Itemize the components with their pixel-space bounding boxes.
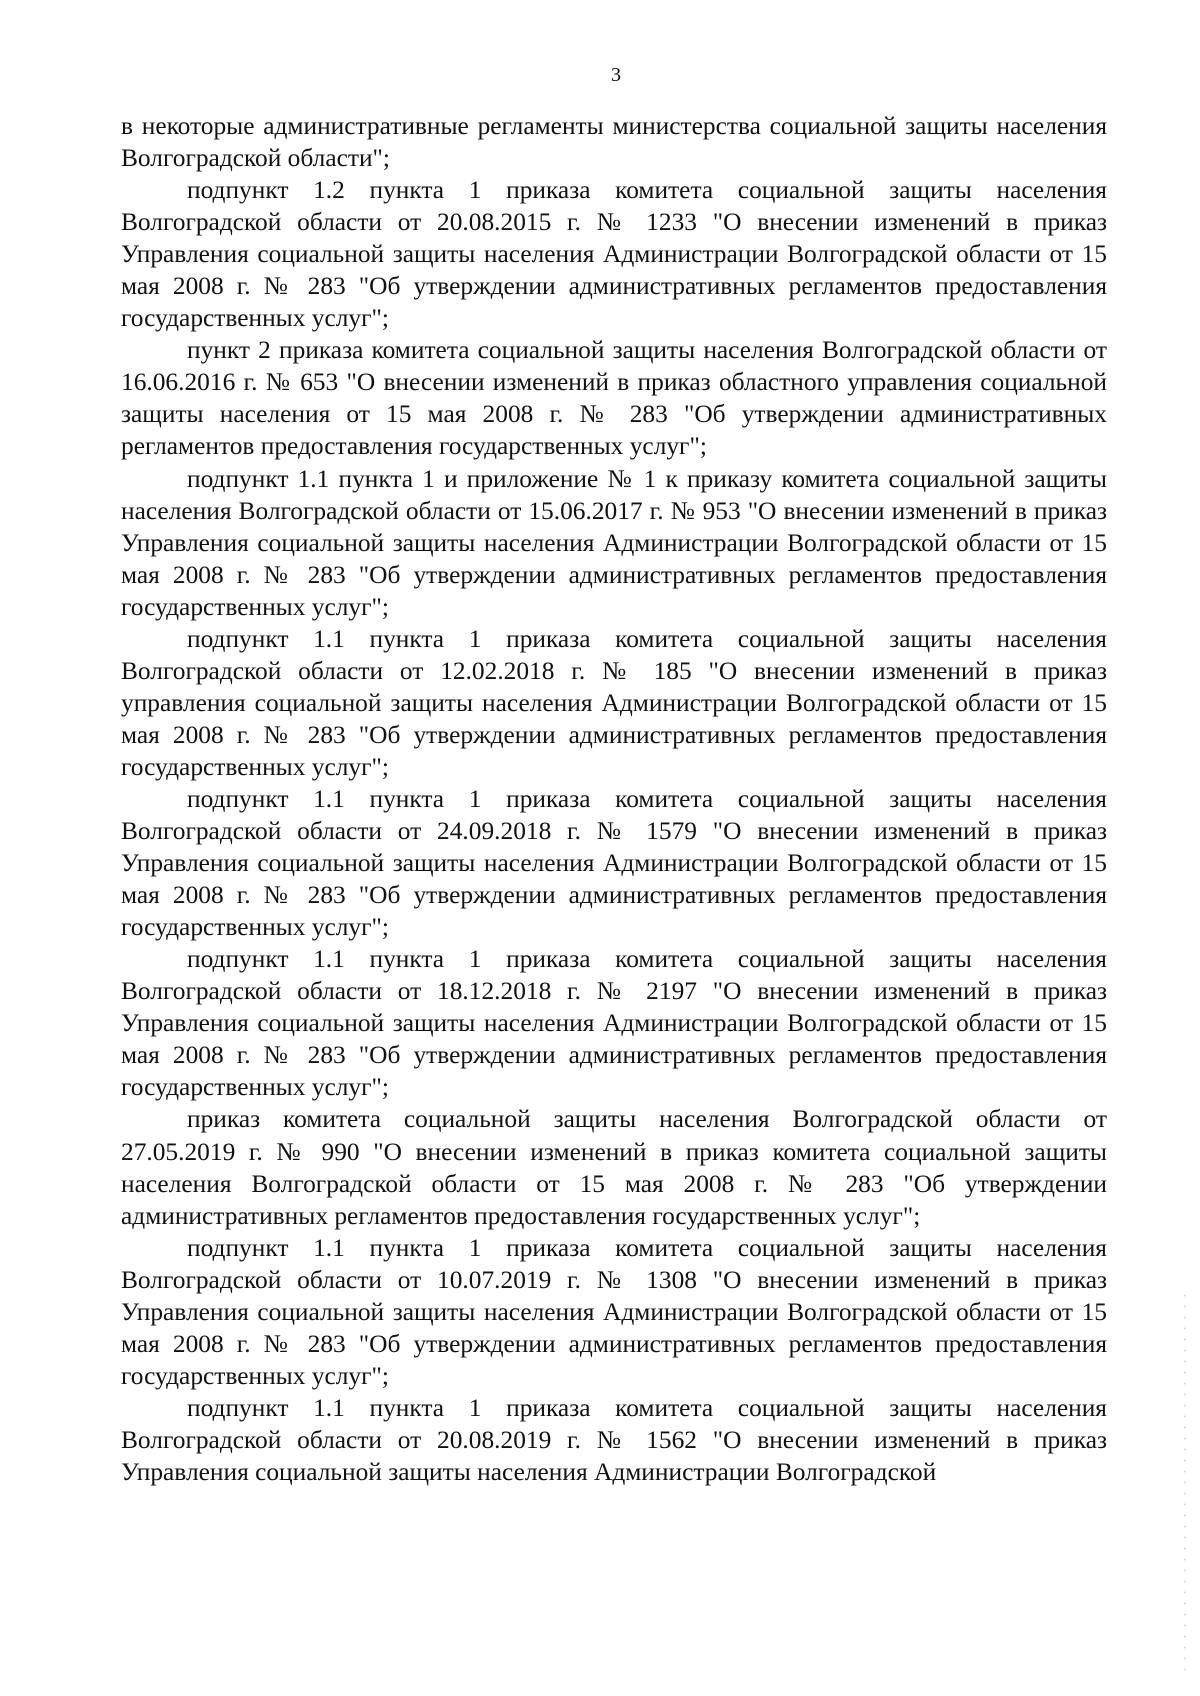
paragraph: подпункт 1.2 пункта 1 приказа комитета социальной защиты населения Волгоградской области от 20.08.2015 г. № 1233 "О внесении изменений в приказ Управления социальной защиты населения Администрации Волгоградской области от 15 мая 2008 г. № 283 "Об утверждении административных регламентов предоставления государственных услуг"; [121,176,1107,333]
document-body [121,110,1107,1488]
paragraph: подпункт 1.1 пункта 1 и приложение № 1 к приказу комитета социальной защиты населения Волгоградской области от 15.06.2017 г. № 953 "О внесении изменений в приказ Управления социальной защиты населения Администрации Волгоградской области от 15 мая 2008 г. № 283 "Об утверждении административных регламентов предоставления государственных услуг"; [121,464,1107,621]
paragraph: подпункт 1.1 пункта 1 приказа комитета социальной защиты населения Волгоградской области от 20.08.2019 г. № 1562 "О внесении изменений в приказ Управления социальной защиты населения Администрации Волгоградской [121,1393,1107,1486]
paragraph: подпункт 1.1 пункта 1 приказа комитета социальной защиты населения Волгоградской области от 24.09.2018 г. № 1579 "О внесении изменений в приказ Управления социальной защиты населения Администрации Волгоградской области от 15 мая 2008 г. № 283 "Об утверждении административных регламентов предоставления государственных услуг"; [121,784,1107,942]
paragraph: в некоторые административные регламенты министерства социальной защиты населения Волгоградской области"; [121,112,1107,173]
paragraph: подпункт 1.1 пункта 1 приказа комитета социальной защиты населения Волгоградской области от 10.07.2019 г. № 1308 "О внесении изменений в приказ Управления социальной защиты населения Администрации Волгоградской области от 15 мая 2008 г. № 283 "Об утверждении административных регламентов предоставления государственных услуг"; [121,1233,1107,1390]
paragraph: приказ комитета социальной защиты населения Волгоградской области от 27.05.2019 г. № 990 "О внесении изменений в приказ комитета социальной защиты населения Волгоградской области от 15 мая 2008 г. № 283 "Об утверждении административных регламентов предоставления государственных услуг"; [121,1105,1107,1230]
paragraph: пункт 2 приказа комитета социальной защиты населения Волгоградской области от 16.06.2016 г. № 653 "О внесении изменений в приказ областного управления социальной защиты населения от 15 мая 2008 г. № 283 "Об утверждении административных регламентов предоставления государственных услуг"; [121,336,1107,461]
scan-edge-artifact [1184,1290,1186,1670]
paragraph: подпункт 1.1 пункта 1 приказа комитета социальной защиты населения Волгоградской области от 12.02.2018 г. № 185 "О внесении изменений в приказ управления социальной защиты населения Администрации Волгоградской области от 15 мая 2008 г. № 283 "Об утверждении административных регламентов предоставления государственных услуг"; [121,624,1107,781]
page-number: 3 [611,64,621,86]
paragraph: подпункт 1.1 пункта 1 приказа комитета социальной защиты населения Волгоградской области от 18.12.2018 г. № 2197 "О внесении изменений в приказ Управления социальной защиты населения Администрации Волгоградской области от 15 мая 2008 г. № 283 "Об утверждении административных регламентов предоставления государственных услуг"; [121,945,1107,1102]
